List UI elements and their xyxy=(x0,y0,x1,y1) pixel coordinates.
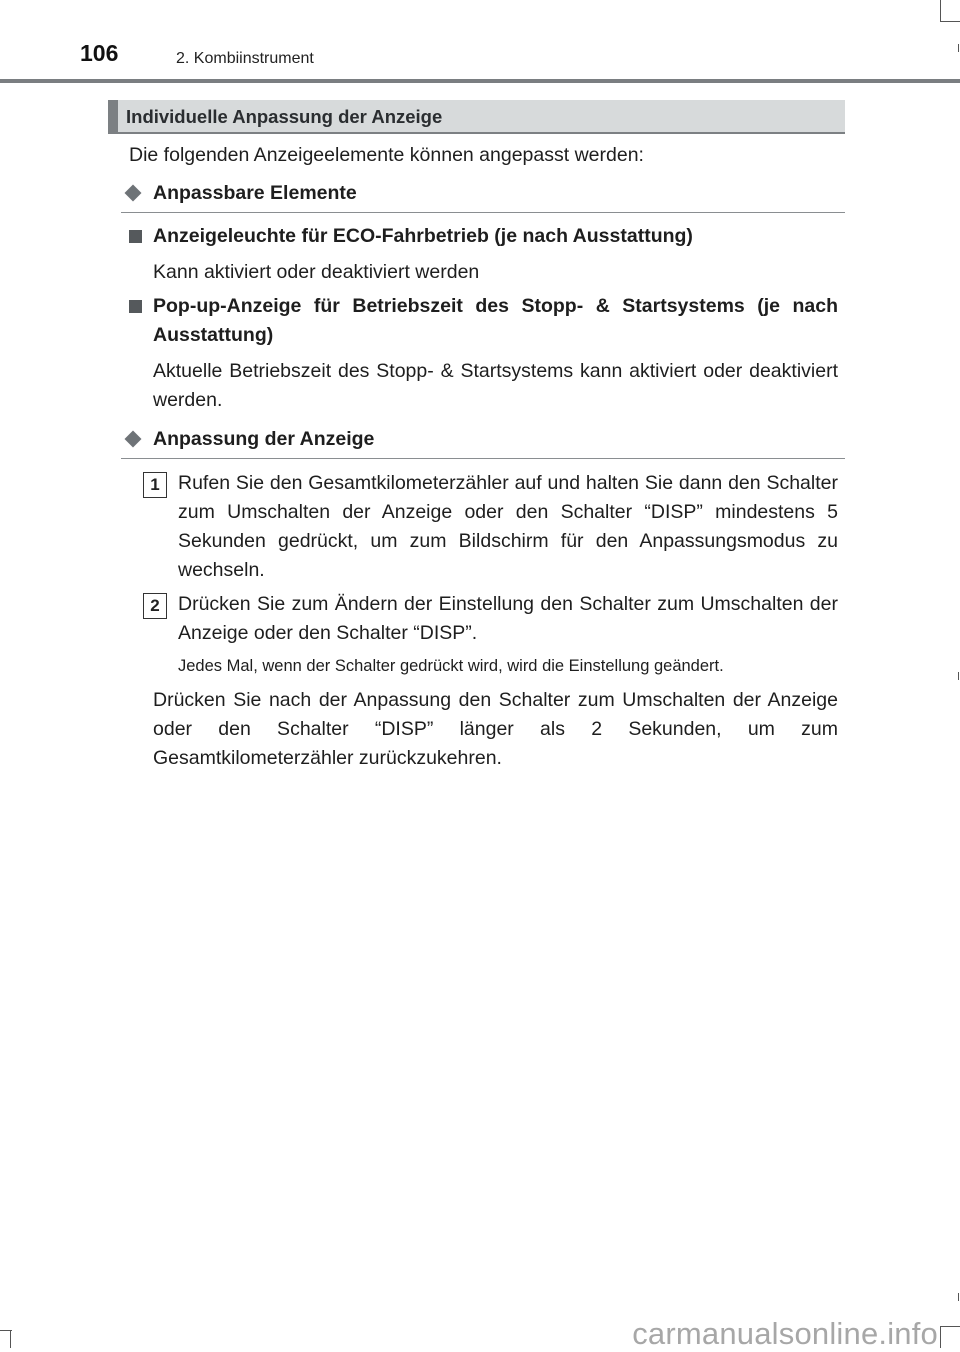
crop-mark xyxy=(940,0,941,22)
crop-mark xyxy=(958,1293,959,1301)
subheading-customizable: Anpassbare Elemente xyxy=(153,182,357,204)
page-number: 106 xyxy=(80,40,119,66)
section-accent xyxy=(108,100,118,132)
step-note: Jedes Mal, wenn der Schalter gedrückt wird, wird die Einstellung geändert. xyxy=(178,657,724,675)
item-description: Aktuelle Betriebszeit des Stopp- & Startsystems kann aktiviert oder deaktiviert werden. xyxy=(153,360,838,411)
subheading-adjust: Anpassung der Anzeige xyxy=(153,428,375,450)
crop-mark xyxy=(940,1326,960,1327)
square-bullet-icon xyxy=(129,230,142,243)
watermark: carmanualsonline.info xyxy=(632,1316,938,1351)
crop-mark xyxy=(958,44,959,52)
item-title: Anzeigeleuchte für ECO-Fahrbetrieb (je nach Ausstattung) xyxy=(153,225,693,247)
step-number-box: 2 xyxy=(143,593,167,619)
crop-mark xyxy=(940,21,960,22)
closing-text: Drücken Sie nach der Anpassung den Schalter zum Umschalten der Anzeige oder den Schalter “DISP” länger als 2 Sekunden, um zum Gesamtkilometerzähler zurückzukehren. xyxy=(153,689,838,769)
subheading-rule xyxy=(121,458,845,459)
crop-mark xyxy=(10,1330,11,1348)
section-title: Individuelle Anpassung der Anzeige xyxy=(126,106,443,127)
diamond-bullet-icon xyxy=(125,185,142,202)
intro-text: Die folgenden Anzeigeelemente können angepasst werden: xyxy=(129,144,644,166)
step-number-box: 1 xyxy=(143,472,167,498)
square-bullet-icon xyxy=(129,300,142,313)
item-title: Pop-up-Anzeige für Betriebszeit des Stopp- & Startsystems (je nach Ausstattung) xyxy=(153,295,838,346)
step-text: Rufen Sie den Gesamtkilometerzähler auf und halten Sie dann den Schalter zum Umschalten der Anzeige oder den Schalter “DISP” mindestens 5 Sekunden gedrückt, um zum Bildschirm für den Anpassungsmodus zu wechseln. xyxy=(178,472,838,581)
subheading-rule xyxy=(121,212,845,213)
diamond-bullet-icon xyxy=(125,431,142,448)
crop-mark xyxy=(958,672,959,680)
chapter-title: 2. Kombiinstrument xyxy=(176,50,314,67)
step-text: Drücken Sie zum Ändern der Einstellung den Schalter zum Umschalten der Anzeige oder den Schalter “DISP”. xyxy=(178,593,838,644)
item-description: Kann aktiviert oder deaktiviert werden xyxy=(153,261,480,283)
crop-mark xyxy=(940,1326,941,1348)
section-title-bar xyxy=(108,100,845,134)
header-rule xyxy=(0,79,960,83)
